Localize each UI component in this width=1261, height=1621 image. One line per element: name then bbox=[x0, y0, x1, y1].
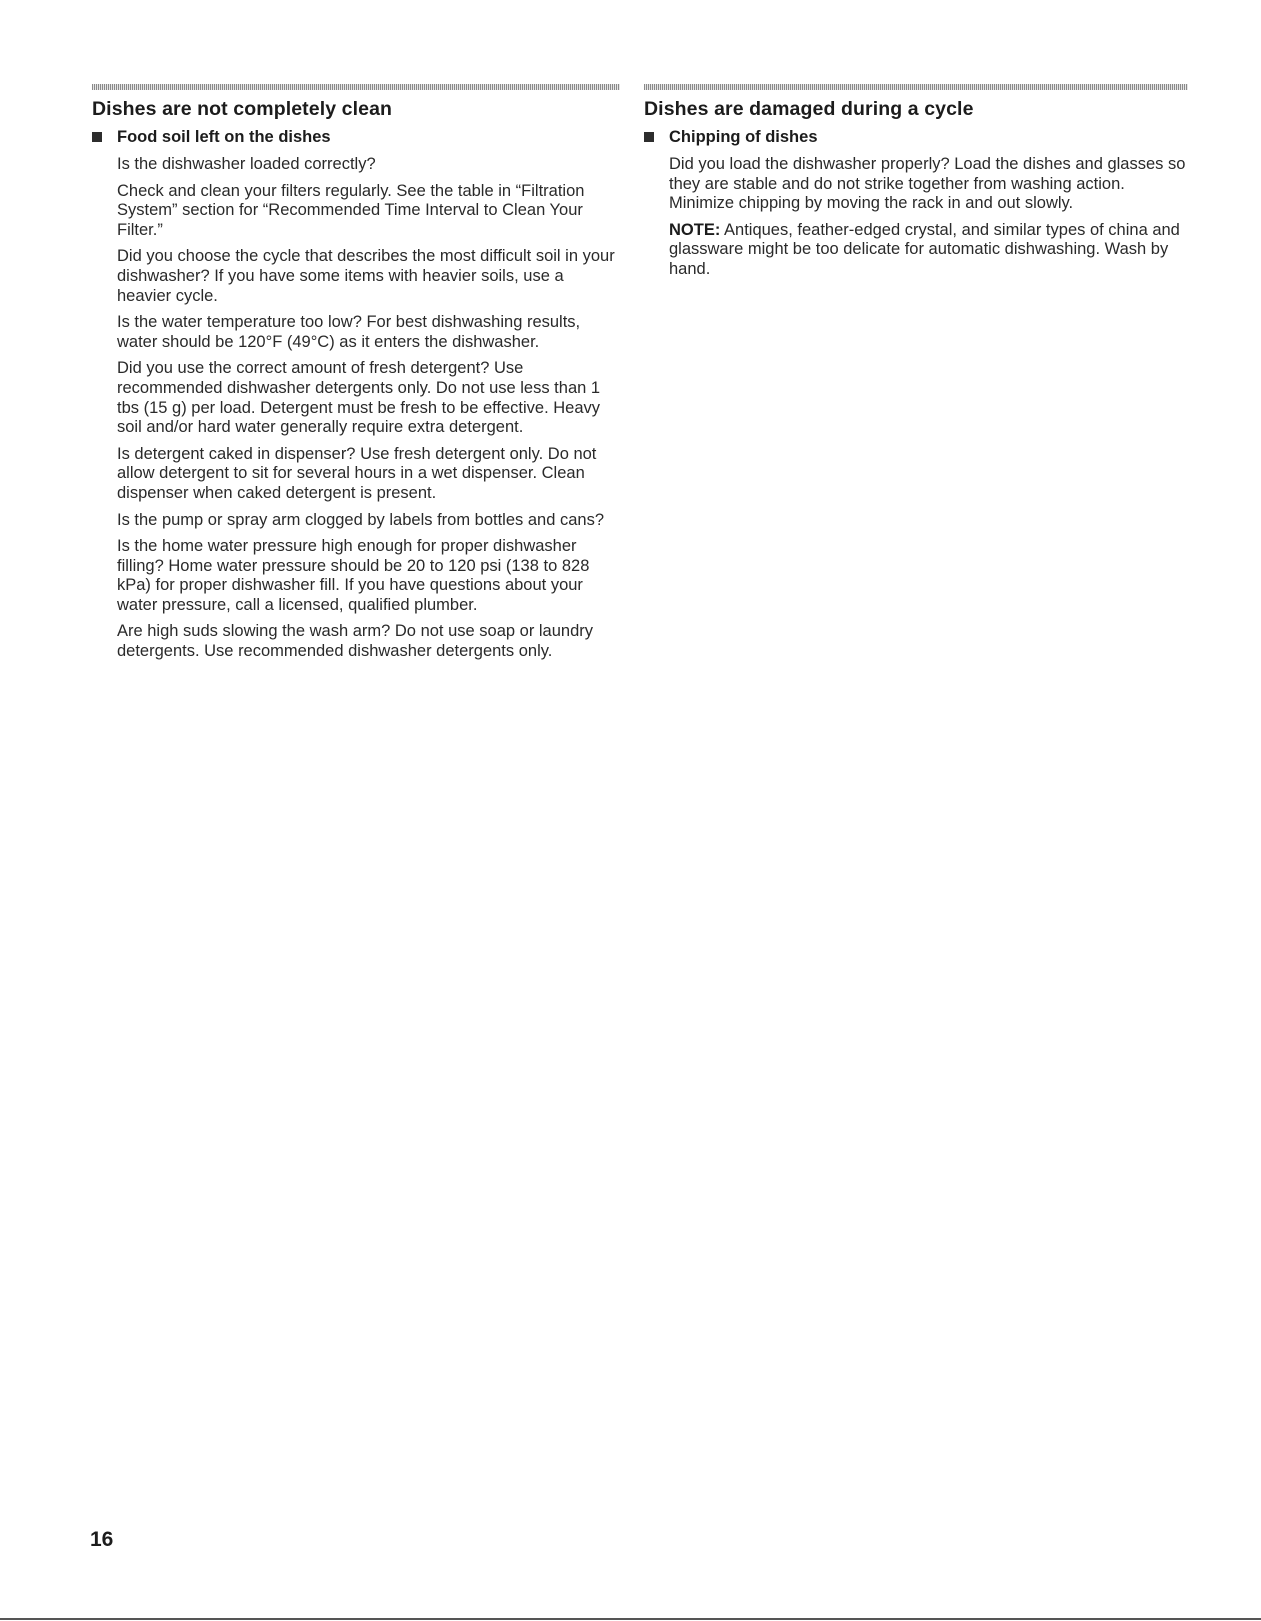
note-paragraph bbox=[669, 221, 1189, 280]
subheading-text: Chipping of dishes bbox=[669, 128, 818, 146]
paragraph: Is the water temperature too low? For best dishwashing results, water should be 120°F (49°C) as it enters the dishwasher. bbox=[117, 313, 581, 351]
section-rule bbox=[644, 84, 1188, 90]
paragraph: Is the home water pressure high enough for proper dishwasher filling? Home water pressure should be 20 to 120 psi (138 to 828 kPa) for proper dishwasher fill. If you have questions about your water pressure, call a licensed, qualified plumber. bbox=[117, 537, 590, 614]
paragraph: Is detergent caked in dispenser? Use fresh detergent only. Do not allow detergent to sit for several hours in a wet dispenser. Clean dispenser when caked detergent is present. bbox=[117, 444, 597, 502]
section-rule bbox=[92, 84, 620, 90]
section-heading: Dishes are damaged during a cycle bbox=[644, 98, 974, 120]
square-bullet-icon bbox=[92, 132, 102, 142]
paragraph: Did you load the dishwasher properly? Load the dishes and glasses so they are stable and do not strike together from washing action. Minimize chipping by moving the rack in and out slowly. bbox=[669, 155, 1186, 213]
section-dishes-damaged bbox=[644, 84, 1189, 287]
paragraph-list bbox=[92, 155, 622, 662]
paragraph: Is the pump or spray arm clogged by labels from bottles and cans? bbox=[117, 510, 604, 529]
bullet-subheading bbox=[92, 128, 622, 147]
page-bottom-rule bbox=[0, 1618, 1261, 1620]
paragraph: Is the dishwasher loaded correctly? bbox=[117, 155, 376, 173]
paragraph: Check and clean your filters regularly. See the table in “Filtration System” section for “Recommended Time Interval to Clean Your Filter.” bbox=[117, 181, 585, 239]
square-bullet-icon bbox=[644, 132, 654, 142]
section-dishes-not-clean bbox=[92, 84, 622, 669]
paragraph: Did you use the correct amount of fresh detergent? Use recommended dishwasher detergents only. Do not use less than 1 tbs (15 g) per load. Detergent must be fresh to be effective. Heavy soil and/or hard water generally require extra detergent. bbox=[117, 359, 601, 437]
paragraph-list bbox=[644, 155, 1189, 280]
bullet-subheading bbox=[644, 128, 1189, 147]
note-text: Antiques, feather-edged crystal, and similar types of china and glassware might be too delicate for automatic dishwashing. Wash by hand. bbox=[669, 220, 1180, 278]
note-label: NOTE: bbox=[669, 220, 721, 239]
section-heading: Dishes are not completely clean bbox=[92, 98, 393, 120]
subheading-text: Food soil left on the dishes bbox=[117, 128, 331, 146]
page-number: 16 bbox=[90, 1528, 114, 1551]
paragraph: Did you choose the cycle that describes the most difficult soil in your dishwasher? If you have some items with heavier soils, use a heavier cycle. bbox=[117, 247, 615, 305]
paragraph: Are high suds slowing the wash arm? Do not use soap or laundry detergents. Use recommended dishwasher detergents only. bbox=[117, 622, 594, 661]
